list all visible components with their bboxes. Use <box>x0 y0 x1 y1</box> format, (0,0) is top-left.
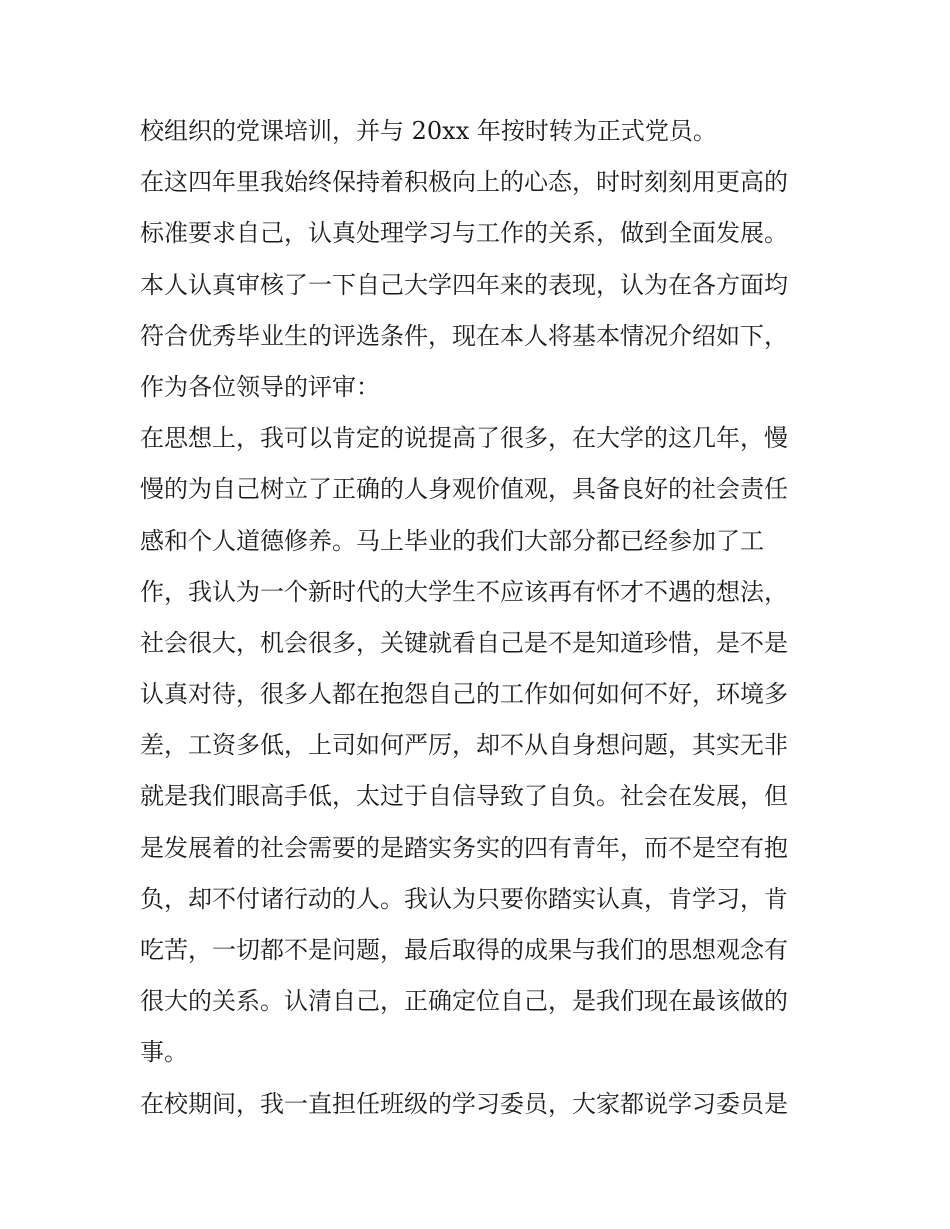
text-line: 作，我认为一个新时代的大学生不应该再有怀才不遇的想法， <box>140 577 788 606</box>
text-line: 是发展着的社会需要的是踏实务实的四有青年，而不是空有抱 <box>140 833 788 862</box>
text-line: 在思想上，我可以肯定的说提高了很多，在大学的这几年，慢 <box>140 424 788 453</box>
text-line: 校组织的党课培训，并与 20xx 年按时转为正式党员。 <box>140 117 717 145</box>
text-line: 在校期间，我一直担任班级的学习委员，大家都说学习委员是 <box>140 1089 788 1118</box>
text-line: 感和个人道德修养。马上毕业的我们大部分都已经参加了工 <box>140 526 764 555</box>
text-line: 负，却不付诸行动的人。我认为只要你踏实认真，肯学习，肯 <box>140 884 788 913</box>
text-line: 差，工资多低，上司如何严厉，却不从自身想问题，其实无非 <box>140 731 788 760</box>
text-line: 作为各位领导的评审： <box>140 372 380 401</box>
text-line: 很大的关系。认清自己，正确定位自己，是我们现在最该做的 <box>140 987 788 1016</box>
document-body <box>140 106 820 1130</box>
text-line: 本人认真审核了一下自己大学四年来的表现，认为在各方面均 <box>140 270 788 299</box>
text-line: 就是我们眼高手低，太过于自信导致了自负。社会在发展，但 <box>140 782 788 811</box>
text-line: 认真对待，很多人都在抱怨自己的工作如何如何不好，环境多 <box>140 680 788 709</box>
text-line: 标准要求自己，认真处理学习与工作的关系，做到全面发展。 <box>140 219 788 248</box>
text-line: 事。 <box>140 1038 188 1067</box>
text-line: 社会很大，机会很多，关键就看自己是不是知道珍惜，是不是 <box>140 628 788 657</box>
text-line: 吃苦，一切都不是问题，最后取得的成果与我们的思想观念有 <box>140 936 788 964</box>
text-line: 在这四年里我始终保持着积极向上的心态，时时刻刻用更高的 <box>140 168 788 197</box>
text-line: 慢的为自己树立了正确的人身观价值观，具备良好的社会责任 <box>140 475 788 504</box>
text-line: 符合优秀毕业生的评选条件，现在本人将基本情况介绍如下， <box>140 321 788 350</box>
